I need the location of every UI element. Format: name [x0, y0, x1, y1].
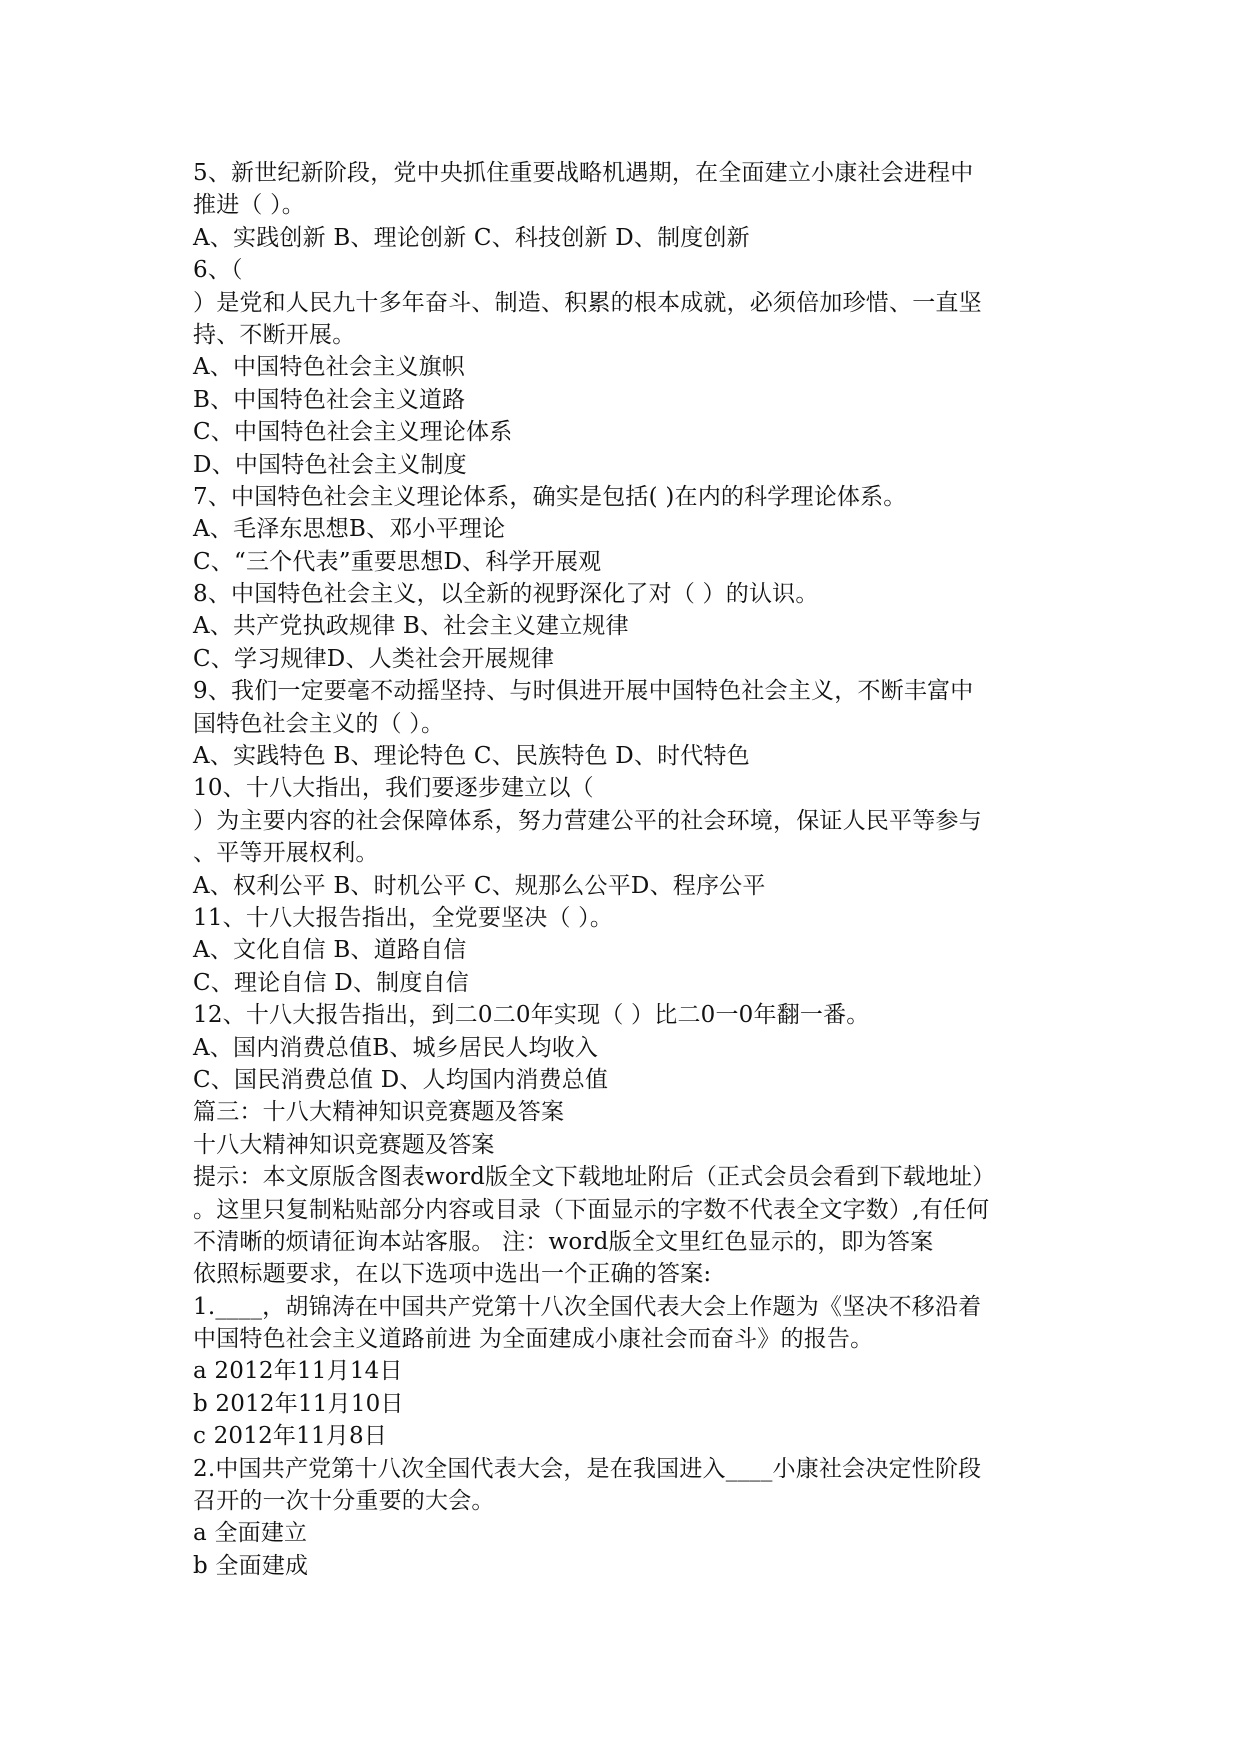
text-line: 提示：本文原版含图表word版全文下载地址附后（正式会员会看到下载地址）	[193, 1164, 996, 1191]
text-line: A、共产党执政规律 B、社会主义建立规律	[193, 613, 629, 640]
text-line: A、权利公平 B、时机公平 C、规那么公平D、程序公平	[193, 872, 766, 899]
text-line: A、文化自信 B、道路自信	[193, 937, 467, 964]
text-line: b 2012年11月10日	[193, 1390, 404, 1417]
text-line: 12、十八大报告指出，到二0二0年实现（ ）比二0一0年翻一番。	[193, 1002, 870, 1029]
text-line: 9、我们一定要毫不动摇坚持、与时俱进开展中国特色社会主义，不断丰富中	[193, 678, 974, 705]
text-line: A、中国特色社会主义旗帜	[193, 354, 466, 381]
text-line: 1.____，胡锦涛在中国共产党第十八次全国代表大会上作题为《坚决不移沿着	[193, 1293, 982, 1320]
text-line: C、学习规律D、人类社会开展规律	[193, 645, 555, 672]
text-line: 国特色社会主义的（ ）。	[193, 710, 445, 737]
text-line: A、毛泽东思想B、邓小平理论	[193, 516, 506, 543]
text-line: A、实践创新 B、理论创新 C、科技创新 D、制度创新	[193, 224, 750, 251]
text-line: b 全面建成	[193, 1552, 309, 1579]
text-line: C、理论自信 D、制度自信	[193, 969, 469, 996]
text-line: c 2012年11月8日	[193, 1423, 388, 1450]
text-line: 8、中国特色社会主义，以全新的视野深化了对（ ）的认识。	[193, 581, 819, 608]
text-line: 中国特色社会主义道路前进 为全面建成小康社会而奋斗》的报告。	[193, 1326, 874, 1353]
text-line: 11、十八大报告指出，全党要坚决（ ）。	[193, 904, 614, 931]
text-line: 2.中国共产党第十八次全国代表大会，是在我国进入____小康社会决定性阶段	[193, 1455, 982, 1482]
text-line: A、实践特色 B、理论特色 C、民族特色 D、时代特色	[193, 743, 750, 770]
text-line: ）是党和人民九十多年奋斗、制造、积累的根本成就，必须倍加珍惜、一直坚	[193, 289, 982, 316]
text-line: a 2012年11月14日	[193, 1358, 403, 1385]
text-line: 。这里只复制粘贴部分内容或目录（下面显示的字数不代表全文字数）,有任何	[193, 1196, 990, 1223]
text-line: D、中国特色社会主义制度	[193, 451, 467, 478]
text-line: 、平等开展权利。	[193, 840, 379, 867]
text-line: A、国内消费总值B、城乡居民人均收入	[193, 1034, 599, 1061]
document-body	[193, 157, 1073, 1582]
text-line: 不清晰的烦请征询本站客服。 注：word版全文里红色显示的，即为答案	[193, 1228, 934, 1255]
text-line: 依照标题要求，在以下选项中选出一个正确的答案:	[193, 1261, 712, 1288]
text-line: C、“三个代表”重要思想D、科学开展观	[193, 548, 602, 575]
text-line: 5、新世纪新阶段，党中央抓住重要战略机遇期，在全面建立小康社会进程中	[193, 160, 974, 186]
text-line: 召开的一次十分重要的大会。	[193, 1488, 495, 1515]
text-line: C、国民消费总值 D、人均国内消费总值	[193, 1066, 609, 1093]
text-line: 持、不断开展。	[193, 321, 356, 348]
text-line: 推进（ ）。	[193, 192, 306, 219]
text-line: 10、十八大指出，我们要逐步建立以（	[193, 775, 594, 802]
text-line: C、中国特色社会主义理论体系	[193, 419, 513, 446]
text-line: 6、（	[193, 257, 243, 284]
text-line: 7、中国特色社会主义理论体系，确实是包括( )在内的科学理论体系。	[193, 483, 907, 510]
section-heading: 篇三：十八大精神知识竞赛题及答案	[193, 1099, 565, 1126]
text-line: B、中国特色社会主义道路	[193, 386, 466, 413]
section-title: 十八大精神知识竞赛题及答案	[193, 1131, 495, 1158]
text-line: ）为主要内容的社会保障体系，努力营建公平的社会环境，保证人民平等参与	[193, 807, 982, 834]
text-line: a 全面建立	[193, 1520, 308, 1547]
